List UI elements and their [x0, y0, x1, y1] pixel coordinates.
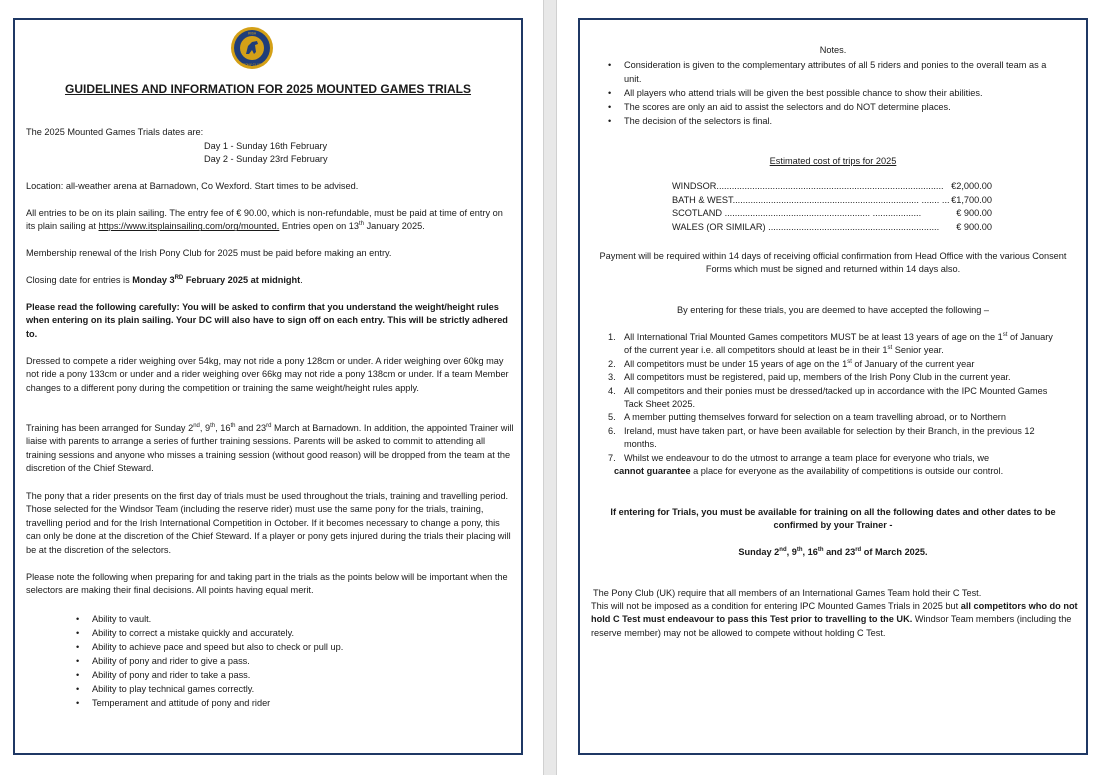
rules-list	[608, 331, 1058, 465]
selection-points-list	[76, 612, 496, 710]
list-item: • Ability to correct a mistake quickly and accurately.	[76, 626, 496, 640]
list-item: 3. All competitors must be registered, paid up, members of the Irish Pony Club in the current year.	[608, 372, 1011, 383]
list-item: 5. A member putting themselves forward for selection on a team travelling abroad, or to Northern	[608, 412, 1006, 423]
location-text: Location: all-weather arena at Barnadown, Co Wexford. Start times to be advised.	[26, 181, 359, 191]
c-test-details: This will not be imposed as a condition for entering IPC Mounted Games Trials in 2025 but all competitors who do not hold C Test must endeavour to pass this Test prior to travelling to the UK. Windsor Team members (including the reserve member) may not be allowed to compete without holding C Test.	[591, 601, 1078, 638]
table-row: WALES (OR SIMILAR) ................................................................... € 900.00	[672, 221, 992, 232]
trial-day-2: Day 2 - Sunday 23rd February	[204, 154, 328, 164]
training-availability: If entering for Trials, you must be available for training on all the following dates and other dates to be confirmed by your Trainer -	[610, 507, 1056, 531]
notes-list	[608, 58, 1048, 128]
accepted-text: By entering for these trials, you are deemed to have accepted the following –	[676, 305, 990, 315]
page-gutter	[543, 0, 557, 775]
list-item: • Consideration is given to the complementary attributes of all 5 riders and ponies to the overall team as a unit.	[608, 58, 1048, 86]
membership-text: Membership renewal of the Irish Pony Club for 2025 must be paid before making an entry.	[26, 248, 392, 258]
dates-intro: The 2025 Mounted Games Trials dates are:	[26, 127, 204, 137]
training-paragraph: Training has been arranged for Sunday 2nd, 9th, 16th and 23rd March at Barnadown. In addition, the appointed Trainer will liaise with parents to arrange a series of further training sessions. Parents will be asked to commit to attending all training sessions and anyone who misses a training session (without good reason) will be dropped from the team at the discretion of the Chief Steward.	[26, 422, 514, 474]
rule-7-continuation: cannot guarantee a place for everyone as the availability of competitions is outside our control.	[614, 466, 1004, 476]
entries-paragraph: All entries to be on its plain sailing. The entry fee of € 90.00, which is non-refundable, must be paid at time of entry on its plain sailing at https://www.itsplainsailing.com/org/mounted. Entries open on 13th January 2025.	[26, 208, 503, 232]
list-item: • Ability to achieve pace and speed but also to check or pull up.	[76, 640, 496, 654]
list-item: 4. All competitors and their ponies must be dressed/tacked up in accordance with the IPC Mounted Games Tack Sheet 2025.	[608, 385, 1048, 410]
svg-text:IRISH: IRISH	[247, 31, 257, 36]
list-item: 7. Whilst we endeavour to do the utmost to arrange a team place for everyone who trials, we	[608, 452, 990, 463]
document-page-1	[13, 18, 523, 755]
document-title: GUIDELINES AND INFORMATION FOR 2025 MOUNTED GAMES TRIALS	[64, 82, 472, 96]
notes-title: Notes.	[819, 45, 847, 55]
costs-title: Estimated cost of trips for 2025	[769, 156, 897, 166]
please-read-notice: Please read the following carefully: You will be asked to confirm that you understand the weight/height rules when entering on its plain sailing. Your DC will also have to sign off on each entry. This will be strictly adhered to.	[26, 302, 508, 339]
list-item: 6. Ireland, must have taken part, or have been available for selection by their Branch, in the previous 12 months.	[608, 425, 1035, 450]
table-row: BATH & WEST......................................................................... ....... ... €1,700.00	[672, 194, 992, 205]
selection-note: Please note the following when preparing for and taking part in the trials as the points below will be important when the selectors are making their final decisions. All points having equal merit.	[26, 572, 508, 596]
training-dates: Sunday 2nd, 9th, 16th and 23rd of March 2025.	[738, 546, 928, 557]
list-item: 1. All International Trial Mounted Games competitors MUST be at least 13 years of age on the 1st of January of the current year i.e. all competitors should at least be in their 1st Senior year.	[608, 331, 1053, 356]
irish-pony-club-logo	[230, 26, 274, 70]
list-item: • The decision of the selectors is final.	[608, 114, 1048, 128]
list-item: • All players who attend trials will be given the best possible chance to show their abilities.	[608, 86, 1048, 100]
list-item: • Ability to play technical games correctly.	[76, 682, 496, 696]
c-test-requirement: The Pony Club (UK) require that all members of an International Games Team hold their C Test.	[593, 588, 982, 598]
list-item: • Ability to vault.	[76, 612, 496, 626]
table-row: SCOTLAND ......................................................... ................... € 900.00	[672, 208, 992, 219]
entry-link[interactable]: https://www.itsplainsailing.com/org/mounted.	[98, 221, 280, 232]
costs-table	[672, 180, 992, 234]
table-row: WINDSOR......................................................................................... €2,000.00	[672, 181, 992, 191]
weight-height-rules: Dressed to compete a rider weighing over 54kg, may not ride a pony 128cm or under. A rider weighing over 60kg may not ride a pony 133cm or under and a rider weighing over 66kg may not ride a pony 138cm or under. If a team Member changes to a different pony during the competition or training the same weight/height rules apply.	[26, 356, 509, 393]
list-item: • The scores are only an aid to assist the selectors and do NOT determine places.	[608, 100, 1048, 114]
list-item: • Ability of pony and rider to take a pass.	[76, 668, 496, 682]
document-page-2	[578, 18, 1088, 755]
list-item: 2. All competitors must be under 15 years of age on the 1st of January of the current year	[608, 358, 975, 369]
payment-text: Payment will be required within 14 days of receiving official confirmation from Head Office with the various Consent Forms which must be signed and returned within 14 days also.	[599, 251, 1067, 275]
list-item: • Temperament and attitude of pony and rider	[76, 696, 496, 710]
trial-day-1: Day 1 - Sunday 16th February	[204, 141, 328, 151]
pony-paragraph: The pony that a rider presents on the first day of trials must be used throughout the trials, training and travelling period. Those selected for the Windsor Team (including the reserve rider) must use the same pony for the trials, training, travelling period and for the Irish International Competition in October. If it becomes necessary to change a pony, this can only be done at the discretion of the Chief Steward. If a player or pony gets injured during the trials their placing will be at the discretion of the selectors.	[26, 491, 511, 555]
closing-date: Closing date for entries is Monday 3RD February 2025 at midnight.	[26, 274, 303, 285]
list-item: • Ability of pony and rider to give a pass.	[76, 654, 496, 668]
svg-text:PONY CLUB: PONY CLUB	[242, 63, 262, 67]
